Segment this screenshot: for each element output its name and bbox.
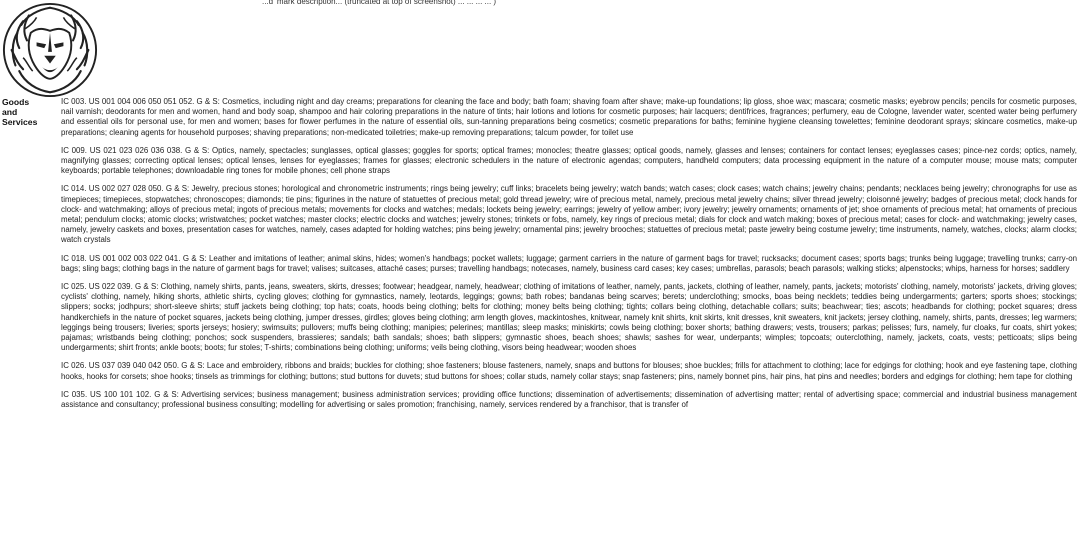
class-025-paragraph: IC 025. US 022 039. G & S: Clothing, namely shirts, pants, jeans, sweaters, skirts, dresses; footwear; headgear, namely, headwear; clothing of imitations of leather, namely, pants, jackets, clothing of leather, namely, pants, jackets; motorists' clothing, namely, motorists' jackets, driving gloves; cyclists' clothing, namely, hiking shorts, athletic shirts, cycling gloves; clothing for gymnastics, namely, leotards, leggings; gowns; bath robes; bandanas being scarves; berets; underclothing; smocks, boas being necklets; teddies being undergarments; garters; sports shoes; stockings; slippers; socks; jodhpurs; short-sleeve shirts; stuff jackets being clothing; top hats; coats, hoods being clothing; belts for clothing; money belts being clothing; tights; collars being clothing, detachable collars; suits; beachwear; ties; ascots; headbands for clothing; pocket squares; dress handkerchiefs in the nature of pocket squares, jackets being clothing, jumper dresses, girdles; gloves being clothing; arm length gloves, mackintoshes, knitwear, namely knit shirts, knit skirts, knit dresses, knit sweaters, knit jackets; jersey clothing, namely, shirts, pants, dresses; leg warmers; leggings being trousers; liveries; sports jerseys; hosiery; swimsuits; pullovers; muffs being clothing; manipies; pelerines; mantillas; sleep masks; miniskirts; cowls being clothing; boxer shorts; bathing drawers; vests, trousers; parkas; pelisses; furs, namely, fur cloaks, fur coats, shirt yokes; pajamas; wristbands being clothing; ponchos; sock suspenders, brassieres; sandals; bath sandals; shoes; bath slippers; gymnastic shoes, beach shoes; shawls; sashes for wear, underpants; wimples; topcoats; outerclothing, namely, jackets, coats, vests; petticoats; slips being undergarments; shirt fronts; ankle boots; boots; fur stoles; T-shirts; combinations being clothing; uniforms; veils being clothing, visors being headwear; wooden shoes — [61, 282, 1077, 353]
class-018-paragraph: IC 018. US 001 002 003 022 041. G & S: Leather and imitations of leather; animal skins, hides; women's handbags; pocket wallets; luggage; garment carriers in the nature of garment bags for travel; rucksacks; document cases; sports bags; trunks being luggage; travelling trunks; carry-on bags; sling bags; clothing bags in the nature of garment bags for travel; valises; suitcases, attaché cases; purses; travelling handbags; notecases, namely, business card cases; key cases; umbrellas, parasols; beach parasols; walking sticks; alpenstocks; whips, harness for horses; saddlery — [61, 253, 1077, 273]
section-label — [2, 97, 42, 127]
class-009-paragraph: IC 009. US 021 023 026 036 038. G & S: Optics, namely, spectacles; sunglasses, optical glasses; goggles for sports; optical frames; monocles; theatre glasses; optical goods, namely, glasses and lenses; containers for contact lenses; eyeglasses cases; pince-nez cords; optics, namely, magnifying glasses; correcting optical lenses; optical lenses, lenses for eyeglasses; frames for glasses; electronic schedulers in the nature of electronic agendas; computers, handheld computers; data processing equipment in the nature of a computer mouse; mouse mats; computer keyboards; portable telephones; downloadable ring tones for mobile phones; cell phone straps — [61, 145, 1077, 176]
class-026-paragraph: IC 026. US 037 039 040 042 050. G & S: Lace and embroidery, ribbons and braids; buckles for clothing; shoe fasteners; blouse fasteners, namely, snaps and buttons for blouses; shoe buckles; frills for attachment to clothing; lace for edgings for clothing; hook and eye fastening tape, clothing hooks, hooks for corsets; shoe hooks; tinsels as trimmings for clothing; buttons; stud buttons for duvets; stud buttons for shoes; collar studs, namely collar stays; snap fasteners; pins, namely bonnet pins, hair pins, hat pins and needles; borders and edgings for clothing; hem tape for clothing — [61, 361, 1077, 381]
class-014-paragraph: IC 014. US 002 027 028 050. G & S: Jewelry, precious stones; horological and chronometric instruments; rings being jewelry; cuff links; bracelets being jewelry; watch bands; watch cases; clock cases; watch chains; jewelry chains; pendants; necklaces being jewelry; chronographs for use as timepieces; timepieces, stopwatches; chronoscopes; diamonds; tie pins; figurines in the nature of statuettes of precious metal; gold thread jewelry; wire of precious metal, namely, precious metal jewelry chains; silver thread jewelry; cloisonné jewelry; badges of precious metal; clock hands for clock- and watchmaking; alloys of precious metal; ingots of precious metals; movements for clocks and watches; medals; lockets being jewelry; earrings; jewelry of yellow amber; ivory jewelry; jewelry ornaments; ornaments of jet; shoe ornaments of precious metal; hat ornaments of precious metal; pendulum clocks; atomic clocks; wristwatches; pocket watches; master clocks; electric clocks and watches; jewelry stones; trinkets or fobs, namely, key rings of precious metal; dials for clock and watch making; boxes of precious metal; cases for clock- and watchmaking; jewelry cases, namely, jewelry caskets and boxes, presentation cases for watches, namely, cases adapted for holding watches; pins being jewelry; ornamental pins; jewelry brooches; statuettes of precious metal; paste jewelry being costume jewelry; time instruments, namely, watches, clocks; alarm clocks; watch crystals — [61, 184, 1077, 245]
class-035-paragraph: IC 035. US 100 101 102. G & S: Advertising services; business management; business administration services; providing office functions; dissemination of advertisements; dissemination of advertising matter; rental of advertising space; commercial and industrial business management assistance and consultancy; professional business consulting; modelling for advertising or sales promotion; franchising, namely, services rendered by a franchisor, that is transfer of — [61, 389, 1077, 410]
lion-head-logo — [2, 2, 98, 98]
section-label-line-2: Services — [2, 117, 38, 127]
class-003-paragraph: IC 003. US 001 004 006 050 051 052. G & S: Cosmetics, including night and day creams; preparations for cleaning the face and body; bath foam; shaving foam after shave; make-up foundations; lip gloss, shoe wax; mascara; cosmetic masks; eyebrow pencils; pencils for cosmetic purposes, nail varnish; deodorants for men and women, hand and body soap, shampoo and hair coloring preparations in the nature of tints; hair lotions and lotions for cosmetic purposes; hair lacquers; dentifrices, fragrances; perfumery, eau de Cologne, lavender water, scented water being perfumery and essential oils for personal use, for men and women; bases for flower perfumes in the nature of essential oils, sun-tanning preparations being cosmetics; cosmetic preparations for baths; feminine hygiene cleansing towelettes; feminine deodorant sprays; skincare cosmetics, make-up preparations; cleaning agents for household purposes; shaving preparations; non-medicated toiletries; make-up removing preparations; talcum powder, for toilet use — [61, 97, 1077, 137]
truncated-header-text: ...d' mark description... (truncated at top of screenshot) ... ... ... ... ) — [262, 0, 497, 6]
goods-and-services-content — [61, 97, 1077, 418]
section-label-line-1: Goods and — [2, 97, 30, 117]
